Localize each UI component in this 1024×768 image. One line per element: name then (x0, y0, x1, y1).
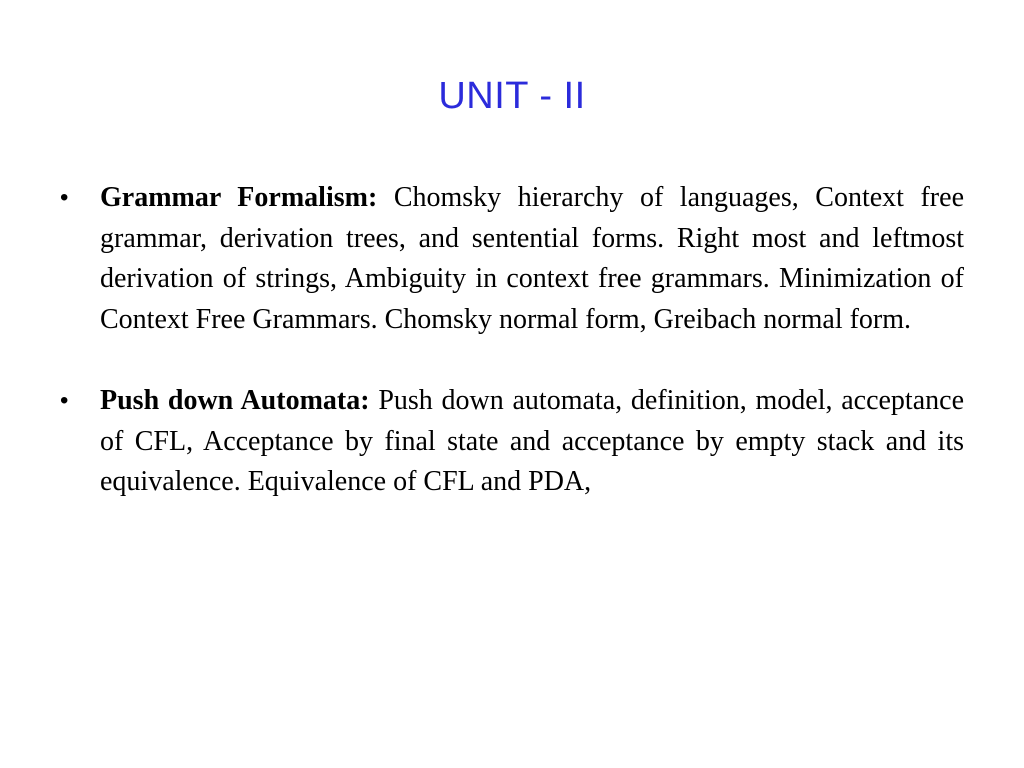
bullet-list (58, 178, 964, 544)
bullet-text: Push down automata, definition, model, acceptance of CFL, Acceptance by final state and acceptance by empty stack and its equivalence. Equivalence of CFL and PDA, (100, 385, 964, 497)
bullet-term: Push down Automata: (100, 385, 379, 416)
bullet-grammar-formalism (58, 178, 964, 340)
bullet-push-down-automata (58, 381, 964, 503)
slide-title: UNIT - II (438, 75, 586, 117)
bullet-marker-icon: • (60, 387, 69, 414)
bullet-term: Grammar Formalism: (100, 182, 394, 213)
bullet-text: Chomsky hierarchy of languages, Context free grammar, derivation trees, and sentential forms. Right most and leftmost derivation of strings, Ambiguity in context free grammars. Minimization of Context Free Grammars. Chomsky normal form, Greibach normal form. (100, 182, 964, 335)
bullet-marker-icon: • (60, 184, 69, 211)
